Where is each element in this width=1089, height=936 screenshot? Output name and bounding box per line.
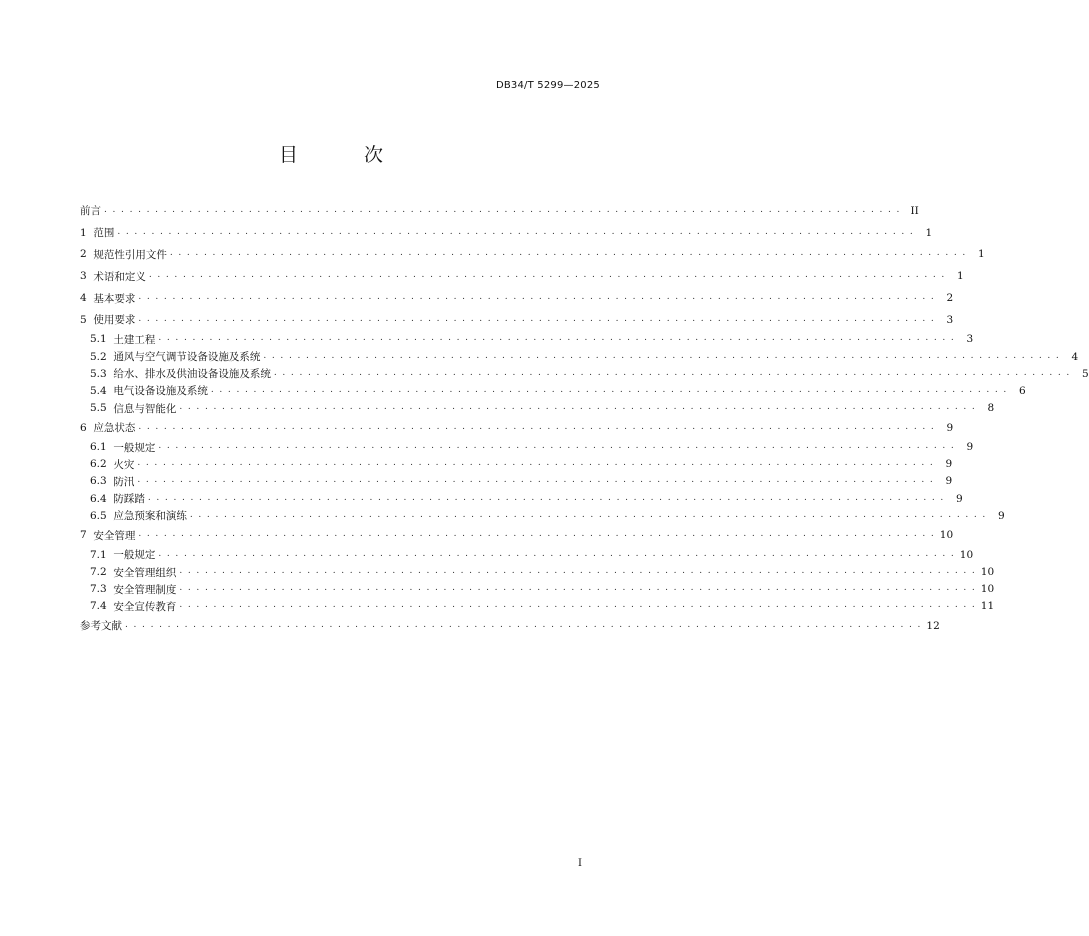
toc-dot-leader: . . . . . . . . . . . . . . . . . . . . . . . . . . . . . . . . . . . . . . . . . . . . . . . . . . . . . . . . . . . . . . . . . . . . . . . . . . . . . . . . . . . . . . . . . . . . . . bbox=[137, 475, 935, 486]
toc-entry-number: 5.5 bbox=[90, 402, 114, 415]
toc-entry-title: 电气设备设施及系统 bbox=[113, 385, 208, 398]
toc-entry-number: 4 bbox=[80, 292, 94, 305]
toc-entry-number: 7.4 bbox=[90, 600, 114, 613]
toc-dot-leader: . . . . . . . . . . . . . . . . . . . . . . . . . . . . . . . . . . . . . . . . . . . . . . . . . . . . . . . . . . . . . . . . . . . . . . . . . . . . . . . . . . . . . . . . . . . . . . bbox=[138, 313, 936, 324]
toc-entry-title: 土建工程 bbox=[113, 333, 156, 346]
toc-entry[interactable] bbox=[80, 400, 995, 417]
toc-entry-title: 安全管理组织 bbox=[113, 566, 177, 579]
toc-entry[interactable] bbox=[80, 309, 954, 331]
toc-dot-leader: . . . . . . . . . . . . . . . . . . . . . . . . . . . . . . . . . . . . . . . . . . . . . . . . . . . . . . . . . . . . . . . . . . . . . . . . . . . . . . . . . . . . . . . . . . . . . . bbox=[158, 441, 956, 452]
toc-entry[interactable] bbox=[80, 265, 964, 287]
toc-entry-title: 应急状态 bbox=[93, 422, 136, 435]
toc-entry[interactable] bbox=[80, 287, 954, 309]
toc-dot-leader: . . . . . . . . . . . . . . . . . . . . . . . . . . . . . . . . . . . . . . . . . . . . . . . . . . . . . . . . . . . . . . . . . . . . . . . . . . . . . . . . . . . . . . . . . . . . . . bbox=[125, 619, 922, 630]
toc-entry-title: 术语和定义 bbox=[93, 270, 146, 283]
toc-entry-title: 前言 bbox=[80, 205, 101, 218]
toc-dot-leader: . . . . . . . . . . . . . . . . . . . . . . . . . . . . . . . . . . . . . . . . . . . . . . . . . . . . . . . . . . . . . . . . . . . . . . . . . . . . . . . . . . . . . . . . . . . . . . bbox=[179, 402, 977, 413]
toc-entry-number: 6.5 bbox=[90, 509, 114, 522]
toc-entry-title: 使用要求 bbox=[93, 314, 136, 327]
toc-entry[interactable] bbox=[80, 581, 995, 598]
toc-entry-title: 应急预案和演练 bbox=[113, 510, 187, 523]
toc-entry-page: 9 bbox=[946, 421, 954, 434]
toc-dot-leader: . . . . . . . . . . . . . . . . . . . . . . . . . . . . . . . . . . . . . . . . . . . . . . . . . . . . . . . . . . . . . . . . . . . . . . . . . . . . . . . . . . . . . . . . . . . . . . bbox=[117, 226, 915, 237]
toc-entry[interactable] bbox=[80, 417, 954, 439]
toc-entry-page: 10 bbox=[939, 529, 954, 542]
toc-entry-number: 6.4 bbox=[90, 492, 114, 505]
toc-entry-page: 12 bbox=[926, 619, 940, 632]
toc-dot-leader: . . . . . . . . . . . . . . . . . . . . . . . . . . . . . . . . . . . . . . . . . . . . . . . . . . . . . . . . . . . . . . . . . . . . . . . . . . . . . . . . . . . . . . . . . . . . . . bbox=[138, 292, 936, 303]
toc-entry-page: 4 bbox=[1071, 350, 1079, 363]
toc-dot-leader: . . . . . . . . . . . . . . . . . . . . . . . . . . . . . . . . . . . . . . . . . . . . . . . . . . . . . . . . . . . . . . . . . . . . . . . . . . . . . . . . . . . . . . . . . . . . . . bbox=[179, 600, 977, 611]
toc-dot-leader: . . . . . . . . . . . . . . . . . . . . . . . . . . . . . . . . . . . . . . . . . . . . . . . . . . . . . . . . . . . . . . . . . . . . . . . . . . . . . . . . . . . . . . . . . . . . . . bbox=[263, 350, 1061, 361]
toc-entry-page: 1 bbox=[925, 226, 933, 239]
toc-entry-number: 6.3 bbox=[90, 475, 114, 488]
toc-entry-number: 7 bbox=[80, 529, 94, 542]
table-of-contents bbox=[80, 200, 1089, 637]
toc-entry-number: 7.2 bbox=[90, 566, 114, 579]
toc-entry-page: 2 bbox=[946, 292, 954, 305]
toc-entry[interactable] bbox=[80, 200, 919, 222]
toc-entry-number: 6.2 bbox=[90, 458, 114, 471]
toc-entry-title: 防踩踏 bbox=[113, 493, 145, 506]
toc-entry-page: 1 bbox=[977, 248, 985, 261]
toc-dot-leader: . . . . . . . . . . . . . . . . . . . . . . . . . . . . . . . . . . . . . . . . . . . . . . . . . . . . . . . . . . . . . . . . . . . . . . . . . . . . . . . . . . . . . . . . . . . . . . bbox=[179, 566, 977, 577]
toc-entry-page: 10 bbox=[980, 583, 995, 596]
toc-entry-page: 6 bbox=[1018, 384, 1026, 397]
toc-entry[interactable] bbox=[80, 456, 953, 473]
toc-entry-title: 通风与空气调节设备设施及系统 bbox=[113, 351, 261, 364]
toc-entry-title: 基本要求 bbox=[93, 292, 136, 305]
toc-entry-page: II bbox=[910, 204, 919, 217]
toc-entry-page: 9 bbox=[997, 509, 1005, 522]
toc-dot-leader: . . . . . . . . . . . . . . . . . . . . . . . . . . . . . . . . . . . . . . . . . . . . . . . . . . . . . . . . . . . . . . . . . . . . . . . . . . . . . . . . . . . . . . . . . . . . . . bbox=[158, 333, 956, 344]
toc-entry-page: 9 bbox=[955, 492, 963, 505]
toc-entry[interactable] bbox=[80, 598, 995, 615]
toc-entry[interactable] bbox=[80, 546, 974, 563]
toc-dot-leader: . . . . . . . . . . . . . . . . . . . . . . . . . . . . . . . . . . . . . . . . . . . . . . . . . . . . . . . . . . . . . . . . . . . . . . . . . . . . . . . . . . . . . . . . . . . . . . bbox=[179, 583, 977, 594]
toc-entry-title: 防汛 bbox=[113, 475, 135, 488]
page-number: I bbox=[578, 858, 582, 869]
toc-entry[interactable] bbox=[80, 348, 1079, 365]
toc-dot-leader: . . . . . . . . . . . . . . . . . . . . . . . . . . . . . . . . . . . . . . . . . . . . . . . . . . . . . . . . . . . . . . . . . . . . . . . . . . . . . . . . . . . . . . . . . . . . . . bbox=[138, 529, 936, 540]
toc-entry[interactable] bbox=[80, 615, 940, 637]
toc-entry-page: 3 bbox=[966, 333, 974, 346]
toc-entry[interactable] bbox=[80, 222, 933, 244]
toc-dot-leader: . . . . . . . . . . . . . . . . . . . . . . . . . . . . . . . . . . . . . . . . . . . . . . . . . . . . . . . . . . . . . . . . . . . . . . . . . . . . . . . . . . . . . . . . . . . . . . bbox=[189, 509, 987, 520]
toc-entry-title: 安全宣传教育 bbox=[113, 600, 177, 613]
toc-entry-number: 6 bbox=[80, 421, 94, 434]
toc-entry-page: 9 bbox=[945, 458, 953, 471]
toc-entry-title: 安全管理 bbox=[93, 529, 136, 542]
toc-entry-number: 1 bbox=[80, 226, 94, 239]
toc-entry[interactable] bbox=[80, 563, 995, 580]
toc-entry[interactable] bbox=[80, 507, 1005, 524]
toc-entry[interactable] bbox=[80, 244, 985, 266]
toc-dot-leader: . . . . . . . . . . . . . . . . . . . . . . . . . . . . . . . . . . . . . . . . . . . . . . . . . . . . . . . . . . . . . . . . . . . . . . . . . . . . . . . . . . . . . . . . . . . . . . bbox=[273, 367, 1071, 378]
toc-entry-number: 5.3 bbox=[90, 367, 114, 380]
toc-dot-leader: . . . . . . . . . . . . . . . . . . . . . . . . . . . . . . . . . . . . . . . . . . . . . . . . . . . . . . . . . . . . . . . . . . . . . . . . . . . . . . . . . . . . . . . . . . . . . . bbox=[138, 421, 936, 432]
document-code: DB34/T 5299—2025 bbox=[495, 80, 600, 91]
toc-entry[interactable] bbox=[80, 331, 974, 348]
toc-dot-leader: . . . . . . . . . . . . . . . . . . . . . . . . . . . . . . . . . . . . . . . . . . . . . . . . . . . . . . . . . . . . . . . . . . . . . . . . . . . . . . . . . . . . . . . . . . . . . . bbox=[210, 384, 1008, 395]
toc-entry-number: 5.4 bbox=[90, 384, 114, 397]
toc-entry[interactable] bbox=[80, 490, 963, 507]
toc-entry-title: 一般规定 bbox=[113, 441, 156, 454]
toc-entry-number: 2 bbox=[80, 248, 94, 261]
toc-entry-number: 5 bbox=[80, 313, 94, 326]
toc-entry-page: 3 bbox=[946, 313, 954, 326]
toc-entry-title: 一般规定 bbox=[113, 549, 156, 562]
toc-entry-number: 7.3 bbox=[90, 583, 114, 596]
toc-entry[interactable] bbox=[80, 524, 954, 546]
toc-entry-number: 5.2 bbox=[90, 350, 114, 363]
toc-entry-page: 8 bbox=[987, 402, 995, 415]
toc-entry[interactable] bbox=[80, 382, 1026, 399]
toc-entry-title: 给水、排水及供油设备设施及系统 bbox=[113, 368, 271, 381]
toc-entry-title: 参考文献 bbox=[80, 620, 122, 633]
toc-dot-leader: . . . . . . . . . . . . . . . . . . . . . . . . . . . . . . . . . . . . . . . . . . . . . . . . . . . . . . . . . . . . . . . . . . . . . . . . . . . . . . . . . . . . . . . . . . . . . . bbox=[147, 492, 945, 503]
toc-entry-page: 11 bbox=[980, 600, 995, 613]
toc-entry[interactable] bbox=[80, 365, 1089, 382]
toc-entry-title: 火灾 bbox=[113, 458, 135, 471]
toc-entry-title: 安全管理制度 bbox=[113, 583, 177, 596]
toc-entry[interactable] bbox=[80, 473, 953, 490]
toc-entry-title: 信息与智能化 bbox=[113, 402, 177, 415]
toc-entry-number: 5.1 bbox=[90, 333, 114, 346]
toc-entry-number: 3 bbox=[80, 270, 94, 283]
toc-dot-leader: . . . . . . . . . . . . . . . . . . . . . . . . . . . . . . . . . . . . . . . . . . . . . . . . . . . . . . . . . . . . . . . . . . . . . . . . . . . . . . . . . . . . . . . . . . . . . . bbox=[104, 204, 901, 215]
toc-dot-leader: . . . . . . . . . . . . . . . . . . . . . . . . . . . . . . . . . . . . . . . . . . . . . . . . . . . . . . . . . . . . . . . . . . . . . . . . . . . . . . . . . . . . . . . . . . . . . . bbox=[137, 458, 935, 469]
toc-entry-title: 规范性引用文件 bbox=[93, 248, 167, 261]
toc-entry-title: 范围 bbox=[93, 227, 115, 240]
toc-dot-leader: . . . . . . . . . . . . . . . . . . . . . . . . . . . . . . . . . . . . . . . . . . . . . . . . . . . . . . . . . . . . . . . . . . . . . . . . . . . . . . . . . . . . . . . . . . . . . . bbox=[158, 548, 956, 559]
toc-entry-page: 5 bbox=[1081, 367, 1089, 380]
toc-entry[interactable] bbox=[80, 439, 974, 456]
toc-entry-page: 9 bbox=[966, 441, 974, 454]
toc-entry-page: 9 bbox=[945, 475, 953, 488]
toc-entry-number: 6.1 bbox=[90, 441, 114, 454]
toc-entry-page: 10 bbox=[980, 566, 995, 579]
toc-entry-page: 10 bbox=[959, 548, 974, 561]
toc-dot-leader: . . . . . . . . . . . . . . . . . . . . . . . . . . . . . . . . . . . . . . . . . . . . . . . . . . . . . . . . . . . . . . . . . . . . . . . . . . . . . . . . . . . . . . . . . . . . . . bbox=[148, 270, 946, 281]
toc-dot-leader: . . . . . . . . . . . . . . . . . . . . . . . . . . . . . . . . . . . . . . . . . . . . . . . . . . . . . . . . . . . . . . . . . . . . . . . . . . . . . . . . . . . . . . . . . . . . . . bbox=[169, 248, 967, 259]
toc-entry-page: 1 bbox=[956, 270, 964, 283]
toc-title: 目 次 bbox=[278, 144, 414, 166]
toc-entry-number: 7.1 bbox=[90, 548, 114, 561]
